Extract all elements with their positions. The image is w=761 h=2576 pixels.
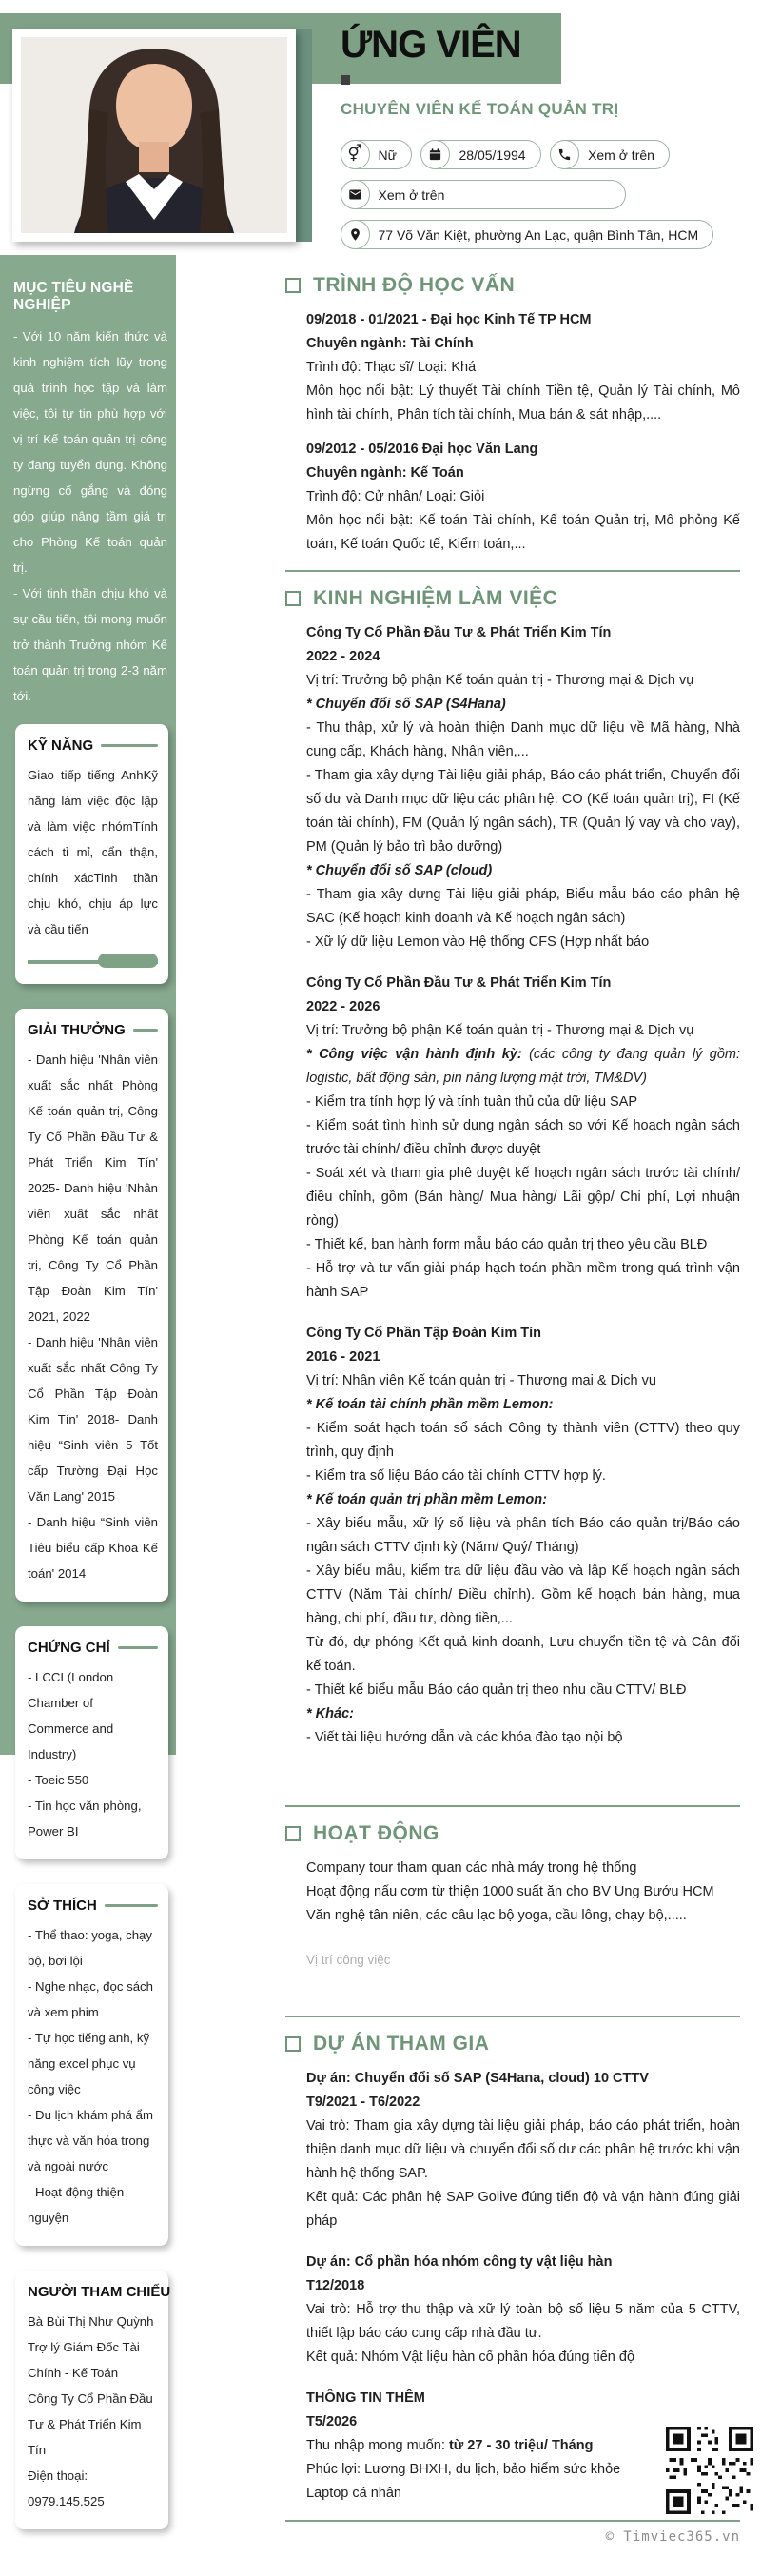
reference-company: Công Ty Cổ Phần Đầu Tư & Phát Triển Kim Tín xyxy=(28,2391,153,2457)
job-position: Vị trí: Trưởng bộ phận Kế toán quản trị - Thương mại & Dịch vụ xyxy=(306,1023,694,1038)
activities-title: HOẠT ĐỘNG xyxy=(313,1822,439,1844)
additional-info-title: THÔNG TIN THÊM xyxy=(306,2390,425,2406)
skill-level-bar xyxy=(28,954,158,969)
calendar-icon xyxy=(420,140,450,169)
location-pin-icon xyxy=(341,220,370,249)
job-detail: - Kiểm soát hạch toán sổ sách Công ty thành viên (CTTV) theo quy trình, quy định xyxy=(306,1421,740,1460)
activity-item: Văn nghệ tân niên, các câu lạc bộ yoga, cầu lông, chạy bộ,..... xyxy=(306,1908,687,1923)
section-activities xyxy=(285,1805,740,1967)
hobby-item: - Tự học tiếng anh, kỹ năng excel phục vụ công việc xyxy=(28,2031,150,2096)
project-result: Kết quả: Nhóm Vật liệu hàn cổ phần hóa đúng tiến độ xyxy=(306,2350,635,2365)
job-detail: - Thiết kế, ban hành form mẫu báo cáo quản trị theo yêu cầu BLĐ xyxy=(306,1237,708,1252)
job-detail: * Chuyển đổi số SAP (S4Hana) xyxy=(306,697,506,712)
job-detail: Từ đó, dự phóng Kết quả kinh doanh, Lưu chuyển tiền tệ và Cân đối kế toán. xyxy=(306,1635,740,1674)
education-heading: 09/2018 - 01/2021 - Đại học Kinh Tế TP HCM xyxy=(306,312,592,327)
hobby-item: - Nghe nhạc, đọc sách và xem phim xyxy=(28,1979,153,2019)
job-detail: - Thu thập, xử lý và hoàn thiện Danh mục dữ liệu về Mã hàng, Nhà cung cấp, Khách hàng, Nhân viên,... xyxy=(306,720,740,759)
job-detail: - Kiểm soát tình hình sử dụng ngân sách so với Kế hoạch ngân sách trước tài chính/ điều chỉnh được duyệt xyxy=(306,1118,740,1157)
title-divider xyxy=(341,75,755,85)
address-value: 77 Võ Văn Kiệt, phường An Lạc, quận Bình Tân, HCM xyxy=(378,226,699,243)
job-detail-note: (các công ty đang quản lý gồm: logistic, bất động sản, pin năng lượng mặt trời, TM&DV) xyxy=(306,1047,740,1086)
job-company: Công Ty Cổ Phần Tập Đoàn Kim Tín xyxy=(306,1326,542,1341)
title-rule-line xyxy=(101,744,158,747)
education-major: Chuyên ngành: Tài Chính xyxy=(306,336,474,351)
qr-code xyxy=(666,2427,753,2514)
section-education xyxy=(285,274,740,557)
header xyxy=(341,23,755,260)
phone-pill xyxy=(551,140,670,169)
section-divider xyxy=(285,2016,740,2017)
education-title: TRÌNH ĐỘ HỌC VẤN xyxy=(313,274,516,296)
job-entry xyxy=(306,621,740,954)
job-detail: - Xây biểu mẫu, kiểm tra dữ liệu đầu vào và lập Kế hoạch ngân sách CTTV (Năm Tài chính/ Điều chỉnh). Gồm kế hoạch bán hàng, mua hàng, chi phí, đầu tư, dòng tiền,... xyxy=(306,1563,740,1626)
project-name: Dự án: Cổ phần hóa nhóm công ty vật liệu hàn xyxy=(306,2254,613,2270)
job-detail: * Kế toán quản trị phần mềm Lemon: xyxy=(306,1492,547,1507)
footer-divider xyxy=(285,2520,740,2522)
gender-pill xyxy=(341,140,412,169)
job-company: Công Ty Cổ Phần Đầu Tư & Phát Triển Kim Tín xyxy=(306,975,612,991)
reference-phone: Điện thoại: 0979.145.525 xyxy=(28,2468,105,2508)
education-entry xyxy=(306,438,740,557)
salary-label: Thu nhập mong muốn: xyxy=(306,2438,449,2453)
education-level: Trình độ: Thạc sĩ/ Loại: Khá xyxy=(306,360,477,375)
awards-title: GIẢI THƯỞNG xyxy=(28,1022,126,1038)
gender-icon: ⚥ xyxy=(341,140,370,169)
section-certificates xyxy=(15,1626,168,1859)
profile-photo xyxy=(21,37,287,233)
job-detail: * Chuyển đổi số SAP (cloud) xyxy=(306,863,493,878)
education-level: Trình độ: Cử nhân/ Loại: Giỏi xyxy=(306,489,485,504)
site-credit: © Timviec365.vn xyxy=(605,2529,740,2545)
skills-title: KỸ NĂNG xyxy=(28,737,94,754)
benefit-line: Laptop cá nhân xyxy=(306,2486,401,2501)
section-awards xyxy=(15,1009,168,1602)
project-role: Vai trò: Hỗ trợ thu thập và xữ lý toàn bộ số liệu 5 năm của 5 CTTV, thiết lập báo cáo cung cấp nhà đầu tư. xyxy=(306,2302,740,2341)
job-detail: - Tham gia xây dựng Tài liệu giải pháp, Biểu mẫu báo cáo phân hệ SAC (Kế hoạch kinh doanh và Kế hoạch ngân sách) xyxy=(306,887,740,926)
job-period: 2022 - 2026 xyxy=(306,999,380,1014)
job-entry xyxy=(306,972,740,1305)
job-position: Vị trí: Nhân viên Kế toán quản trị - Thương mại & Dịch vụ xyxy=(306,1373,656,1388)
job-detail: - Tham gia xây dựng Tài liệu giải pháp, Báo cáo phát triển, Chuyển đổi số dư và Danh mục dữ liệu các phân hệ: CO (Kế toán quản trị), FI (Kế toán tài chính), FM (Quản lý ngân sách), TR (Quản lý vay và cho vay), PM (Quản lý bảo trì bảo dưỡng) xyxy=(306,768,740,855)
job-entry xyxy=(306,1322,740,1750)
section-experience xyxy=(285,587,740,1750)
education-major: Chuyên ngành: Kế Toán xyxy=(306,465,464,481)
reference-title: NGƯỜI THAM CHIẾU xyxy=(28,2284,171,2300)
projects-title: DỰ ÁN THAM GIA xyxy=(313,2033,490,2055)
award-item: - Danh hiệu “Sinh viên Tiêu biểu cấp Khoa Kế toán' 2014 xyxy=(28,1515,158,1581)
job-position: Vị trí: Trưởng bộ phận Kế toán quản trị - Thương mại & Dịch vụ xyxy=(306,673,694,688)
project-entry xyxy=(306,2067,740,2233)
header-accent-stripe xyxy=(294,29,312,242)
gender-value: Nữ xyxy=(378,147,397,163)
job-position-placeholder: Vị trí công việc xyxy=(306,1953,391,1967)
job-detail: - Hỗ trợ và tư vấn giải pháp hạch toán phần mềm trong quá trình vận hành SAP xyxy=(306,1261,740,1300)
certificate-item: - Toeic 550 xyxy=(28,1773,89,1787)
mail-icon xyxy=(341,180,370,209)
salary-value: từ 27 - 30 triệu/ Tháng xyxy=(448,2438,594,2453)
email-pill xyxy=(341,180,626,209)
sidebar xyxy=(0,255,176,2508)
job-detail: - Xữ lý dữ liệu Lemon vào Hệ thống CFS (Hợp nhất báo xyxy=(306,934,650,950)
experience-title: KINH NGHIỆM LÀM VIỆC xyxy=(313,587,558,609)
section-divider xyxy=(285,570,740,572)
section-reference xyxy=(15,2271,171,2529)
hobby-item: - Thể thao: yoga, chạy bộ, bơi lội xyxy=(28,1928,152,1968)
hobby-item: - Hoạt động thiện nguyện xyxy=(28,2185,125,2225)
section-square-icon xyxy=(285,591,301,606)
objective-paragraph: - Với tinh thần chịu khó và sự cầu tiến, tôi mong muốn trở thành Trưởng nhóm Kế toán quản trị trong 2-3 năm tới. xyxy=(13,586,167,703)
job-period: 2022 - 2024 xyxy=(306,649,380,664)
job-detail-heading: * Công việc vận hành định kỳ: xyxy=(306,1047,522,1062)
project-name: Dự án: Chuyển đổi số SAP (S4Hana, cloud) 10 CTTV xyxy=(306,2071,649,2086)
title-rule-line xyxy=(133,1029,158,1032)
job-detail: - Xây biểu mẫu, xữ lý số liệu và phân tích Báo cáo quản trị/Báo cáo ngân sách CTTV định kỳ (Năm/ Quý/ Tháng) xyxy=(306,1516,740,1555)
birthday-value: 28/05/1994 xyxy=(459,147,526,163)
objective-paragraph: - Với 10 năm kiến thức và kinh nghiệm tích lũy trong quá trình học tập và làm việc, tôi tự tin phù hợp với vị trí Kế toán quản trị công ty đang tuyển dụng. Không ngừng cố gắng và đóng góp giúp nâng tầm giá trị cho Phòng Kế toán quản trị. xyxy=(13,329,167,575)
job-company: Công Ty Cổ Phần Đầu Tư & Phát Triển Kim Tín xyxy=(306,625,612,640)
phone-icon xyxy=(550,140,579,169)
section-objective xyxy=(0,280,176,709)
job-period: 2016 - 2021 xyxy=(306,1349,380,1365)
project-result: Kết quả: Các phân hệ SAP Golive đúng tiến độ và vận hành đúng giải pháp xyxy=(306,2190,740,2229)
job-detail: - Viết tài liệu hướng dẫn và các khóa đào tạo nội bộ xyxy=(306,1730,623,1745)
education-heading: 09/2012 - 05/2016 Đại học Văn Lang xyxy=(306,442,538,457)
birthday-pill xyxy=(421,140,541,169)
title-rule-line xyxy=(105,1904,158,1907)
job-detail: * Khác: xyxy=(306,1706,354,1721)
section-square-icon xyxy=(285,1826,301,1841)
email-value: Xem ở trên xyxy=(378,187,445,203)
certificates-title: CHỨNG CHỈ xyxy=(28,1640,110,1656)
contact-info xyxy=(341,140,755,249)
education-subjects: Môn học nổi bật: Kế toán Tài chính, Kế toán Quản trị, Mô phỏng Kế toán, Kế toán Quốc tế, Kiểm toán,... xyxy=(306,513,740,552)
job-detail: - Thiết kế biểu mẫu Báo cáo quản trị theo nhu cầu CTTV/ BLĐ xyxy=(306,1682,687,1698)
project-role: Vai trò: Tham gia xây dựng tài liệu giải pháp, báo cáo phát triển, hoàn thiện danh mục dữ liệu và chuyển đổi số dư các phân hệ trước khi vận hành hệ thống SAP. xyxy=(306,2118,740,2181)
award-item: - Danh hiệu 'Nhân viên xuất sắc nhất Công Ty Cổ Phần Tập Đoàn Kim Tín' 2018- Danh hiệu “Sinh viên 5 Tốt cấp Trường Đại Học Văn Lang' 2015 xyxy=(28,1335,158,1504)
section-hobbies xyxy=(15,1884,168,2246)
title-rule-line xyxy=(118,1646,158,1649)
job-detail: - Kiểm tra tính hợp lý và tính tuân thủ của dữ liệu SAP xyxy=(306,1094,638,1110)
phone-value: Xem ở trên xyxy=(588,147,654,163)
reference-position: Trợ lý Giám Đốc Tài Chính - Kế Toán xyxy=(28,2340,140,2380)
hobbies-title: SỞ THÍCH xyxy=(28,1898,97,1914)
job-detail: * Kế toán tài chính phần mềm Lemon: xyxy=(306,1397,554,1412)
additional-info-period: T5/2026 xyxy=(306,2414,358,2429)
main-column xyxy=(285,274,740,1767)
certificate-item: - LCCI (London Chamber of Commerce and Industry) xyxy=(28,1670,114,1761)
objective-title: MỤC TIÊU NGHỀ NGHIỆP xyxy=(13,280,134,313)
section-skills xyxy=(15,724,168,984)
candidate-name: ỨNG VIÊN xyxy=(341,24,521,66)
job-detail xyxy=(306,1043,740,1091)
profile-photo-frame xyxy=(12,29,296,242)
benefit-line: Phúc lợi: Lương BHXH, du lịch, bảo hiểm sức khỏe xyxy=(306,2462,621,2477)
job-detail: - Kiểm tra số liệu Báo cáo tài chính CTTV hợp lý. xyxy=(306,1468,606,1484)
project-period: T9/2021 - T6/2022 xyxy=(306,2094,420,2110)
section-square-icon xyxy=(285,2036,301,2052)
address-pill xyxy=(341,220,713,249)
project-entry xyxy=(306,2251,740,2370)
hobby-item: - Du lịch khám phá ẩm thực và văn hóa trong và ngoài nước xyxy=(28,2108,153,2173)
section-divider xyxy=(285,1805,740,1807)
job-detail: - Soát xét và tham gia phê duyệt kế hoạch ngân sách trước tài chính/ điều chỉnh, gồm (Bán hàng/ Mua hàng/ Lãi gộp/ Chi phí, Lợi nhuận ròng) xyxy=(306,1166,740,1229)
project-period: T12/2018 xyxy=(306,2278,365,2293)
education-subjects: Môn học nổi bật: Lý thuyết Tài chính Tiền tệ, Quản lý Tài chính, Mô hình tài chính, Phân tích tài chính, Mua bán & sát nhập,.... xyxy=(306,383,740,423)
section-square-icon xyxy=(285,278,301,293)
activity-item: Hoạt động nấu cơm từ thiện 1000 suất ăn cho BV Ung Bướu HCM xyxy=(306,1884,714,1899)
skills-text: Giao tiếp tiếng AnhKỹ năng làm việc độc lập và làm việc nhómTính cách tỉ mỉ, cẩn thận, chính xácTinh thần chịu khó, chịu áp lực và cầu tiến xyxy=(28,768,158,936)
reference-name: Bà Bùi Thị Như Quỳnh xyxy=(28,2314,154,2329)
certificate-item: - Tin học văn phòng, Power BI xyxy=(28,1799,142,1839)
activity-item: Company tour tham quan các nhà máy trong hệ thống xyxy=(306,1860,637,1876)
education-entry xyxy=(306,308,740,427)
job-title: CHUYÊN VIÊN KẾ TOÁN QUẢN TRỊ xyxy=(341,100,619,118)
award-item: - Danh hiệu 'Nhân viên xuất sắc nhất Phòng Kế toán quản trị, Công Ty Cổ Phần Đầu Tư & Phát Triển Kim Tín' 2025- Danh hiệu 'Nhân viên xuất sắc nhất Phòng Kế toán quản trị, Công Ty Cổ Phần Tập Đoàn Kim Tín' 2021, 2022 xyxy=(28,1052,158,1324)
